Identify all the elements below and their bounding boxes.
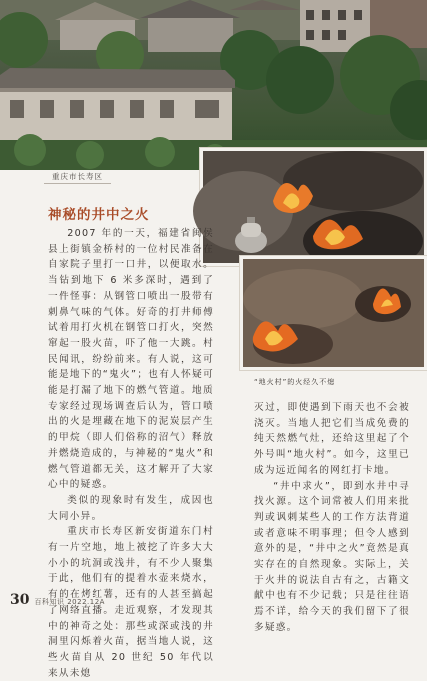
article-headline: 神秘的井中之火 bbox=[48, 207, 150, 223]
paragraph: “井中求火”，即到水井中寻找火源。这个词常被人们用来批判或讽刺某些人的工作方法背道或者意味不明事理；但令人感到意外的是，“井中之火”竟然是真实存在的自然现象。实际上，关于火井的说法自古有之，古籍文献中也有不少记载；只是往往语焉不详，给今天的我们留下了很多疑惑。 bbox=[254, 480, 410, 633]
page-footer bbox=[10, 592, 105, 608]
right-text-column bbox=[254, 400, 410, 636]
paragraph: 2007 年的一天，福建省闽侯县上街镇金桥村的一位村民准备在自家院子里打一口井，以便取水。当钻到地下 6 米多深时，遇到了一件怪事：从钢管口喷出一股带有刺鼻气味的气体。好奇的打井师傅试着用打火机在钢管口打火，突然窜起一股火苗，吓了他一大跳。村民闻讯，纷纷前来。有人说，这可能是地下的“鬼火”；也有人怀疑可能是打漏了地下的燃气管道。地质专家经过现场调查后认为，管口喷出的火是埋藏在地下的泥炭层产生的甲烷（即人们俗称的沼气）释放并燃烧造成的，与神秘的“鬼火”和燃气管道都无关，这才解开了大家心中的疑惑。 bbox=[48, 228, 214, 491]
paragraph: 重庆市长寿区新安街道东门村有一片空地，地上被挖了许多大大小小的坑洞或浅井，有不少人聚集于此，他们有的提着水壶来烧水，有的在烤红薯，还有的人甚至搞起了网络直播。走近观察，才发现其中的神奇之处：那些或深或浅的井洞里闪烁着火苗，据当地人说，这些火苗自从 20 世纪 50 年代以来从未熄 bbox=[48, 526, 214, 679]
left-text-column bbox=[48, 226, 214, 681]
fire-photo-caption: “地火村”的火经久不熄 bbox=[254, 378, 336, 386]
publication-source: 百科知识 2022.12A bbox=[34, 598, 105, 606]
village-photo bbox=[0, 0, 427, 170]
paragraph: 类似的现象时有发生，成因也大同小异。 bbox=[48, 494, 214, 522]
fire-pit-photo bbox=[240, 256, 427, 370]
photo-location-caption: 重庆市长寿区 bbox=[44, 170, 111, 184]
paragraph: 灭过，即使遇到下雨天也不会被浇灭。当地人把它们当成免费的纯天然燃气灶，还给这里起了个外号叫“地火村”。如今，这里已成为远近闻名的网红打卡地。 bbox=[254, 402, 410, 476]
page-number: 30 bbox=[10, 592, 30, 608]
fire-kettle-photo bbox=[200, 148, 427, 266]
